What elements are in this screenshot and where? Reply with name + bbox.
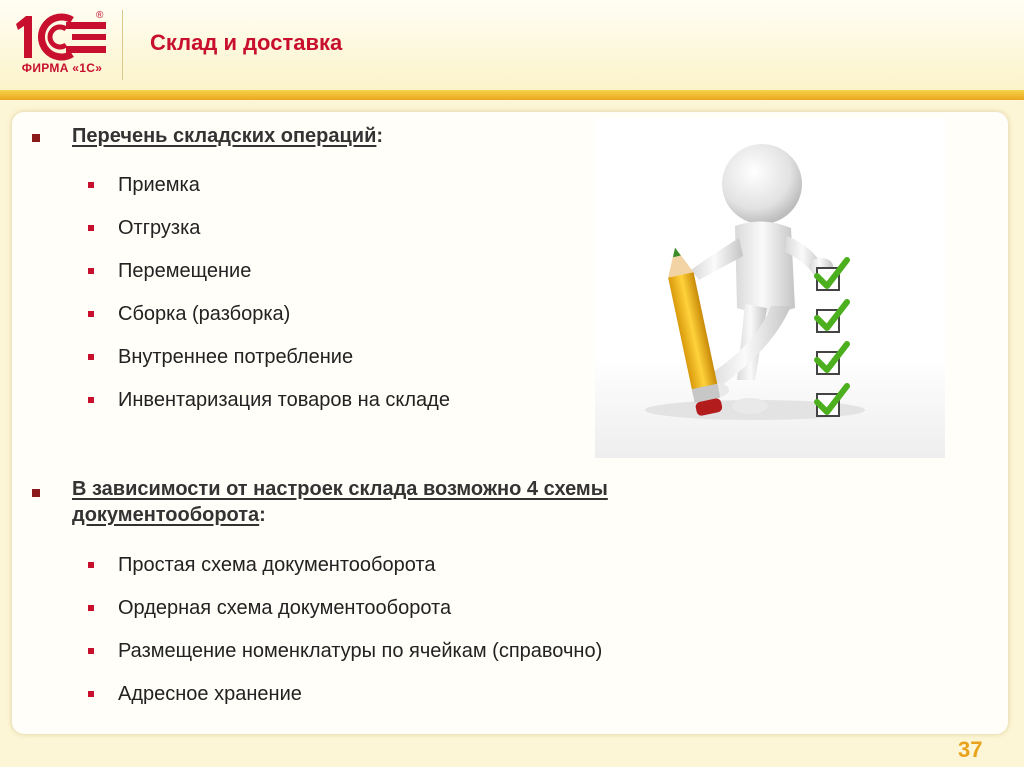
list-bullet — [88, 397, 94, 403]
list-bullet — [88, 311, 94, 317]
list-item: Перемещение — [118, 260, 252, 282]
list-item: Инвентаризация товаров на складе — [118, 389, 450, 411]
section1-bullet — [32, 134, 40, 142]
list-bullet — [88, 182, 94, 188]
checkbox-icon — [817, 344, 847, 374]
section2-heading-line2: документооборота — [72, 504, 260, 526]
page-number: 37 — [958, 737, 983, 762]
slide-title: Склад и доставка — [150, 30, 343, 55]
logo-caption: ФИРМА «1С» — [21, 61, 103, 75]
list-item: Внутреннее потребление — [118, 346, 354, 368]
list-item: Простая схема документооборота — [118, 554, 436, 576]
header-stripe — [0, 90, 1024, 100]
section2-heading-line1: В зависимости от настроек склада возможно 4 схемы — [72, 478, 608, 500]
list-bullet — [88, 562, 94, 568]
list-bullet — [88, 691, 94, 697]
list-bullet — [88, 605, 94, 611]
list-item: Отгрузка — [118, 217, 201, 239]
section1-heading-suffix: : — [376, 125, 384, 147]
list-item: Адресное хранение — [118, 683, 302, 705]
list-bullet — [88, 225, 94, 231]
list-item: Сборка (разборка) — [118, 303, 291, 325]
section2-heading — [72, 476, 608, 528]
list-item: Ордерная схема документооборота — [118, 597, 452, 619]
illustration-figure-checklist — [595, 118, 945, 458]
list-bullet — [88, 268, 94, 274]
checkbox-icon — [817, 302, 847, 332]
section1-heading — [72, 123, 383, 149]
figure-with-pencil-icon — [595, 118, 945, 458]
registered-mark: ® — [96, 10, 104, 21]
list-bullet — [88, 648, 94, 654]
section1-heading-text: Перечень складских операций — [72, 125, 377, 147]
section2-bullet — [32, 489, 40, 497]
list-item: Размещение номенклатуры по ячейкам (справочно) — [118, 640, 603, 662]
section2-heading-suffix: : — [259, 504, 266, 526]
header-divider — [122, 10, 123, 80]
logo-1c — [10, 10, 114, 84]
list-item: Приемка — [118, 174, 200, 196]
list-bullet — [88, 354, 94, 360]
